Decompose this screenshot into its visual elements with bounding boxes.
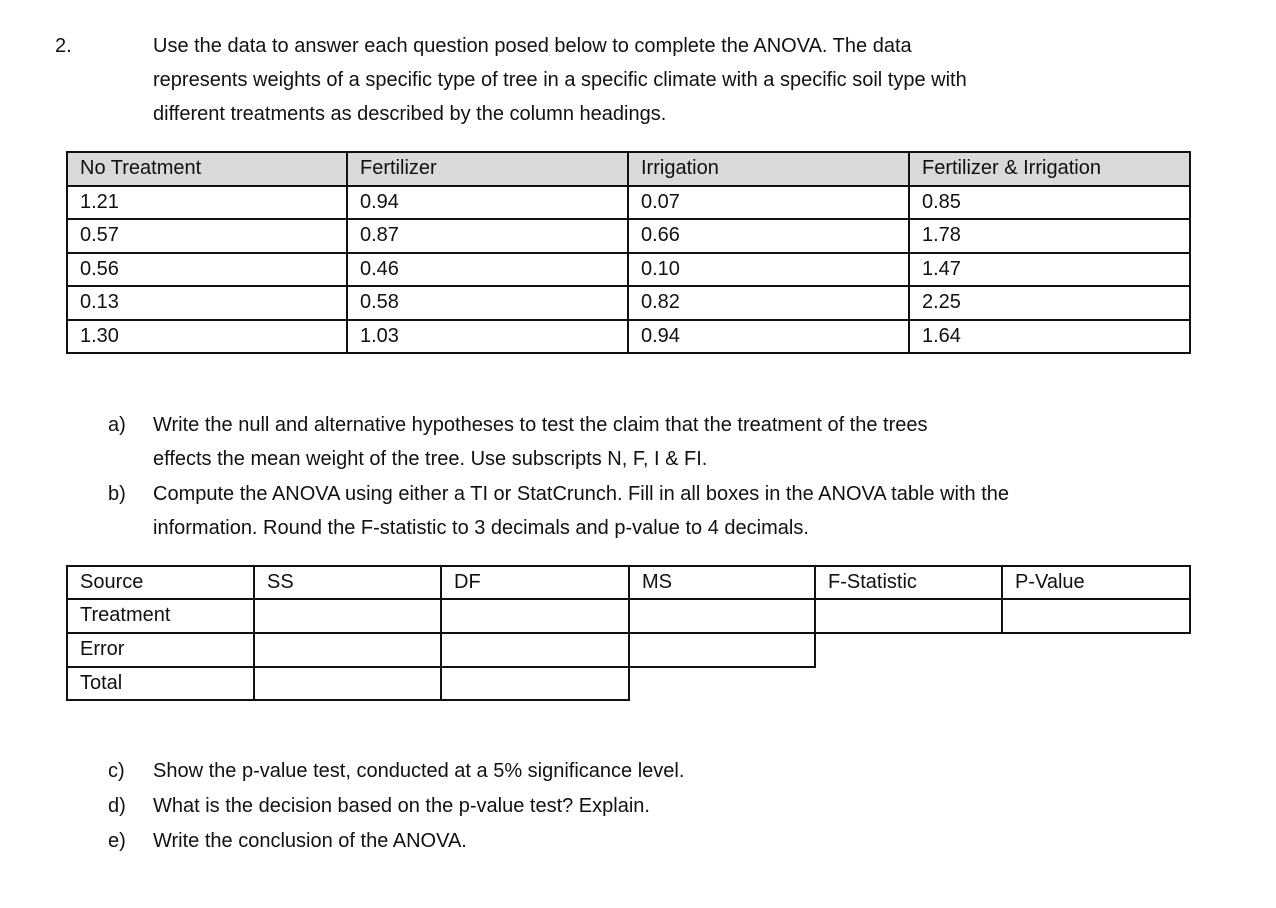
part-label: e) [108, 830, 126, 852]
data-cell: 1.03 [346, 319, 629, 354]
anova-header: Source [66, 565, 255, 600]
data-cell: 1.21 [66, 185, 348, 220]
data-cell: 0.94 [346, 185, 629, 220]
data-cell: 0.57 [66, 218, 348, 254]
part-text: What is the decision based on the p-value test? Explain. [153, 795, 650, 817]
data-cell: 2.25 [908, 285, 1191, 321]
part-text: Write the null and alternative hypotheses to test the claim that the treatment of the trees [153, 414, 928, 436]
part-label: d) [108, 795, 126, 817]
anova-header: DF [440, 565, 630, 600]
data-cell: 0.56 [66, 252, 348, 287]
data-cell: 1.78 [908, 218, 1191, 254]
anova-input-cell[interactable] [440, 598, 630, 634]
data-cell: 1.30 [66, 319, 348, 354]
question-line: different treatments as described by the column headings. [153, 103, 667, 125]
data-cell: 0.07 [627, 185, 910, 220]
data-cell: 0.87 [346, 218, 629, 254]
question-line: represents weights of a specific type of tree in a specific climate with a specific soil type with [153, 69, 967, 91]
column-header: No Treatment [66, 151, 348, 187]
question-line: Use the data to answer each question posed below to complete the ANOVA. The data [153, 35, 912, 57]
anova-input-cell[interactable] [628, 632, 816, 668]
part-text: effects the mean weight of the tree. Use subscripts N, F, I & FI. [153, 448, 708, 470]
question-number: 2. [55, 35, 72, 57]
data-cell: 0.10 [627, 252, 910, 287]
part-text: Show the p-value test, conducted at a 5% significance level. [153, 760, 685, 782]
data-cell: 0.66 [627, 218, 910, 254]
anova-row-label: Error [66, 632, 255, 668]
anova-input-cell[interactable] [1001, 598, 1191, 634]
part-label: b) [108, 483, 126, 505]
part-text: Write the conclusion of the ANOVA. [153, 830, 467, 852]
data-cell: 0.82 [627, 285, 910, 321]
column-header: Irrigation [627, 151, 910, 187]
anova-input-cell[interactable] [628, 598, 816, 634]
part-text: Compute the ANOVA using either a TI or StatCrunch. Fill in all boxes in the ANOVA table with the [153, 483, 1009, 505]
anova-input-cell[interactable] [440, 632, 630, 668]
data-cell: 1.47 [908, 252, 1191, 287]
data-cell: 0.13 [66, 285, 348, 321]
data-cell: 0.85 [908, 185, 1191, 220]
anova-input-cell[interactable] [253, 666, 442, 701]
anova-header: P-Value [1001, 565, 1191, 600]
anova-header: SS [253, 565, 442, 600]
anova-header: F-Statistic [814, 565, 1003, 600]
data-cell: 0.94 [627, 319, 910, 354]
column-header: Fertilizer [346, 151, 629, 187]
part-text: information. Round the F-statistic to 3 decimals and p-value to 4 decimals. [153, 517, 809, 539]
data-cell: 0.46 [346, 252, 629, 287]
data-cell: 1.64 [908, 319, 1191, 354]
anova-input-cell[interactable] [440, 666, 630, 701]
part-label: c) [108, 760, 125, 782]
anova-input-cell[interactable] [253, 632, 442, 668]
anova-row-label: Total [66, 666, 255, 701]
data-cell: 0.58 [346, 285, 629, 321]
part-label: a) [108, 414, 126, 436]
anova-input-cell[interactable] [814, 598, 1003, 634]
anova-row-label: Treatment [66, 598, 255, 634]
anova-header: MS [628, 565, 816, 600]
anova-input-cell[interactable] [253, 598, 442, 634]
column-header: Fertilizer & Irrigation [908, 151, 1191, 187]
